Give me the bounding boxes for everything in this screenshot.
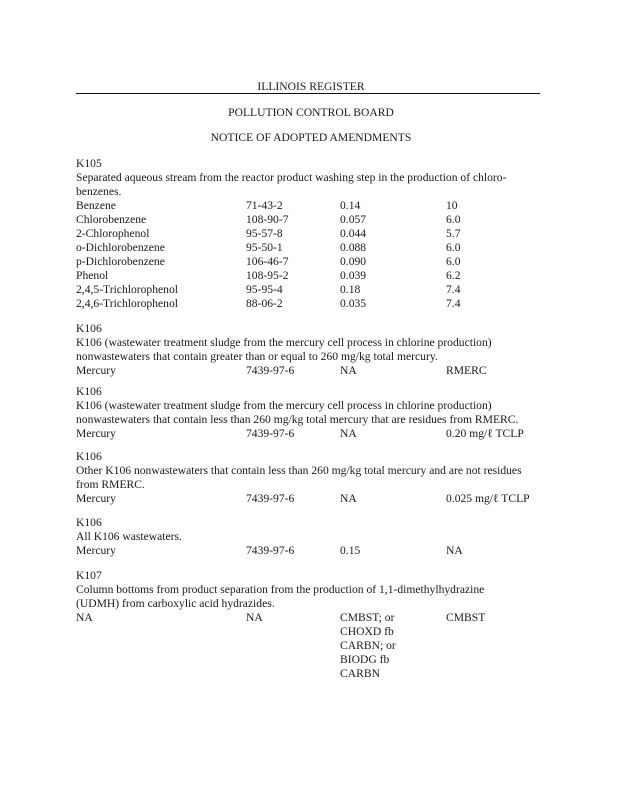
cas-number: 108-90-7 — [246, 213, 289, 226]
board-title: POLLUTION CONTROL BOARD — [228, 106, 394, 119]
section-id: K106 — [76, 322, 102, 335]
table-row — [76, 283, 546, 297]
section-description-line: (UDMH) from carboxylic acid hydrazides. — [76, 597, 275, 610]
constituent-name: Chlorobenzene — [76, 213, 147, 226]
table-row — [76, 427, 546, 441]
nonwastewater-standard: 6.0 — [446, 213, 461, 226]
constituent-name: Benzene — [76, 199, 116, 212]
section-description-line: benzenes. — [76, 185, 122, 198]
wastewater-standard: 0.057 — [340, 213, 367, 226]
table-row — [76, 544, 546, 558]
cas-number: 95-57-8 — [246, 227, 283, 240]
section-description-line: from RMERC. — [76, 478, 145, 491]
section-description-line: Column bottoms from product separation from the production of 1,1-dimethylhydrazine — [76, 583, 485, 596]
technology-code-line: CARBN — [340, 667, 380, 680]
constituent-name: Phenol — [76, 269, 109, 282]
section-description-line: K106 (wastewater treatment sludge from the mercury cell process in chlorine production) — [76, 399, 492, 412]
constituent-name: Mercury — [76, 544, 116, 557]
register-title: ILLINOIS REGISTER — [257, 80, 365, 93]
cas-number: 7439-97-6 — [246, 492, 295, 505]
cas-number: 95-50-1 — [246, 241, 283, 254]
section-k106-other-nonwastewaters — [76, 450, 546, 506]
section-id: K106 — [76, 385, 102, 398]
section-description-line: nonwastewaters that contain less than 260 mg/kg total mercury that are residues from RMERC. — [76, 413, 519, 426]
cas-number: 71-43-2 — [246, 199, 283, 212]
constituent-name: NA — [76, 611, 93, 624]
table-row — [76, 269, 546, 283]
cas-number: 7439-97-6 — [246, 544, 295, 557]
nonwastewater-standard: 5.7 — [446, 227, 461, 240]
nonwastewater-standard: 0.025 mg/ℓ TCLP — [446, 492, 530, 505]
wastewater-standard: 0.18 — [340, 283, 361, 296]
table-row — [76, 297, 546, 311]
nonwastewater-standard: 10 — [446, 199, 458, 212]
nonwastewater-standard: 6.2 — [446, 269, 461, 282]
constituent-name: 2-Chlorophenol — [76, 227, 150, 240]
table-row — [76, 199, 546, 213]
section-description-line: Other K106 nonwastewaters that contain less than 260 mg/kg total mercury and are not residues — [76, 464, 522, 477]
wastewater-standard: NA — [340, 492, 357, 505]
table-row — [76, 227, 546, 241]
cas-number: 7439-97-6 — [246, 364, 295, 377]
cas-number: 95-95-4 — [246, 283, 283, 296]
table-row — [76, 364, 546, 378]
technology-code-line: BIODG fb — [340, 653, 390, 666]
technology-code-line: CHOXD fb — [340, 625, 394, 638]
table-row — [76, 241, 546, 255]
table-row — [76, 492, 546, 506]
cas-number: 108-95-2 — [246, 269, 289, 282]
nonwastewater-standard: 7.4 — [446, 297, 461, 310]
nonwastewater-standard: NA — [446, 544, 463, 557]
wastewater-standard: 0.088 — [340, 241, 367, 254]
wastewater-standard: 0.035 — [340, 297, 367, 310]
cas-number: NA — [246, 611, 263, 624]
table-row — [76, 611, 546, 683]
wastewater-standard — [340, 611, 396, 681]
table-row — [76, 255, 546, 269]
nonwastewater-standard: 7.4 — [446, 283, 461, 296]
wastewater-standard: 0.15 — [340, 544, 361, 557]
constituent-name: Mercury — [76, 427, 116, 440]
constituent-name: o-Dichlorobenzene — [76, 241, 165, 254]
nonwastewater-standard: 6.0 — [446, 255, 461, 268]
wastewater-standard: 0.090 — [340, 255, 367, 268]
section-description-line: nonwastewaters that contain greater than or equal to 260 mg/kg total mercury. — [76, 350, 438, 363]
nonwastewater-standard: 0.20 mg/ℓ TCLP — [446, 427, 524, 440]
wastewater-standard: NA — [340, 427, 357, 440]
cas-number: 88-06-2 — [246, 297, 283, 310]
constituent-name: 2,4,5-Trichlorophenol — [76, 283, 178, 296]
nonwastewater-standard: CMBST — [446, 611, 486, 624]
section-k106-wastewaters — [76, 516, 546, 558]
section-id: K107 — [76, 569, 102, 582]
constituent-name: Mercury — [76, 492, 116, 505]
wastewater-standard: NA — [340, 364, 357, 377]
section-description-line: All K106 wastewaters. — [76, 530, 182, 543]
section-id: K105 — [76, 157, 102, 170]
wastewater-standard: 0.14 — [340, 199, 361, 212]
header-rule — [76, 93, 540, 94]
nonwastewater-standard: RMERC — [446, 364, 487, 377]
technology-code-line: CMBST; or — [340, 611, 395, 624]
constituent-name: Mercury — [76, 364, 116, 377]
section-id: K106 — [76, 516, 102, 529]
section-k107 — [76, 569, 546, 683]
wastewater-standard: 0.044 — [340, 227, 367, 240]
table-row — [76, 213, 546, 227]
section-description-line: K106 (wastewater treatment sludge from the mercury cell process in chlorine production) — [76, 336, 492, 349]
constituent-name: p-Dichlorobenzene — [76, 255, 165, 268]
nonwastewater-standard: 6.0 — [446, 241, 461, 254]
notice-title: NOTICE OF ADOPTED AMENDMENTS — [210, 131, 412, 144]
section-id: K106 — [76, 450, 102, 463]
section-k105 — [76, 157, 546, 311]
constituent-name: 2,4,6-Trichlorophenol — [76, 297, 178, 310]
cas-number: 7439-97-6 — [246, 427, 295, 440]
technology-code-line: CARBN; or — [340, 639, 396, 652]
section-k106-high-mercury — [76, 322, 546, 378]
cas-number: 106-46-7 — [246, 255, 289, 268]
section-description-line: Separated aqueous stream from the reactor product washing step in the production of chloro- — [76, 171, 507, 184]
wastewater-standard: 0.039 — [340, 269, 367, 282]
section-k106-rmerc-residues — [76, 385, 546, 441]
